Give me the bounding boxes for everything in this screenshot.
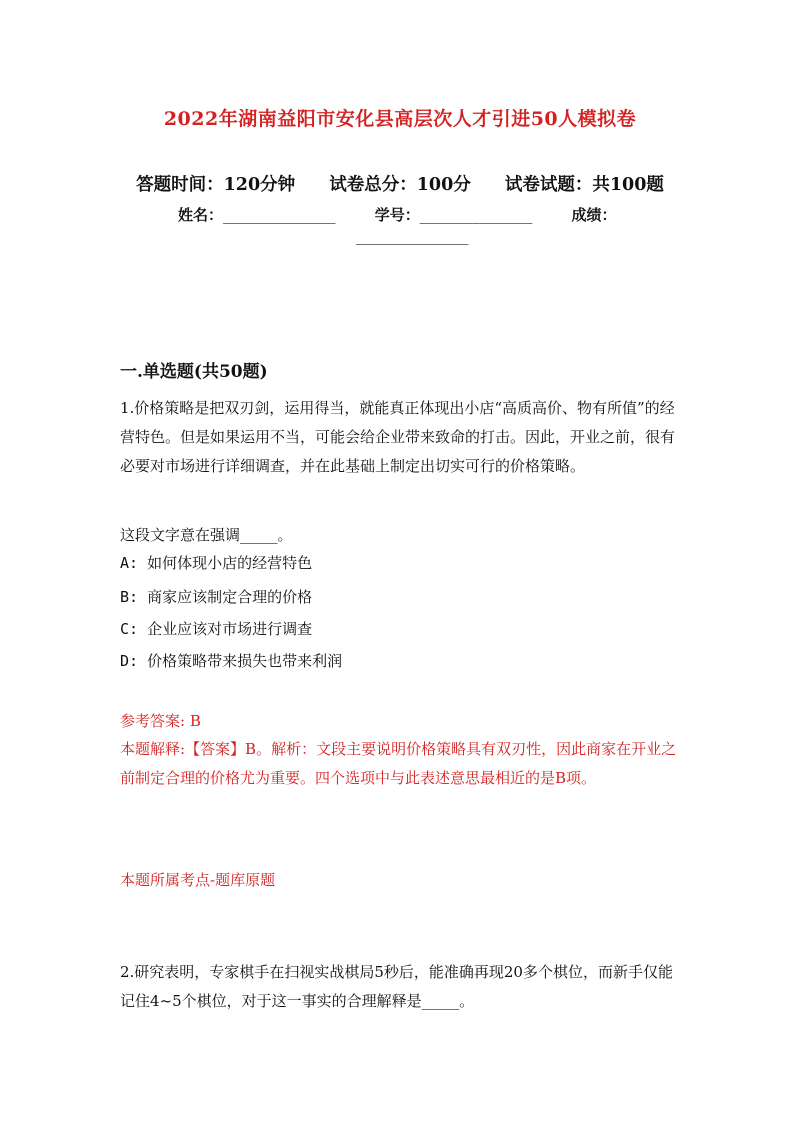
question-topic: 本题所属考点-题库原题 [120, 871, 276, 889]
student-id-field [375, 204, 533, 225]
option-a [120, 552, 312, 573]
question-1-text: 1.价格策略是把双刃剑，运用得当，就能真正体现出小店“高质高价、物有所值”的经营特色。但是如果运用不当，可能会给企业带来致命的打击。因此，开业之前，很有必要对市场进行详细调查，并在此基础上制定出切实可行的价格策略。 [120, 399, 676, 475]
student-id-label: 学号： [374, 206, 420, 224]
option-a-text: 如何体现小店的经营特色 [147, 554, 313, 572]
option-c-key: C: [120, 620, 148, 638]
score-blank: _______________ [356, 227, 469, 245]
student-id-blank: _______________ [419, 206, 533, 224]
exam-time: 答题时间：120分钟 [136, 175, 296, 195]
option-b-key: B: [120, 588, 148, 606]
answer-explanation: 本题解释:【答案】B。解析：文段主要说明价格策略具有双刃性，因此商家在开业之前制定合理的价格尤为重要。四个选项中与此表述意思最相近的是B项。 [120, 740, 677, 787]
score-field [572, 204, 617, 225]
page-title: 2022年湖南益阳市安化县高层次人才引进50人模拟卷 [163, 108, 637, 130]
option-c-text: 企业应该对市场进行调查 [147, 620, 313, 638]
reference-answer: 参考答案: B [120, 712, 201, 730]
name-field [178, 204, 336, 225]
exam-meta [0, 171, 800, 196]
exam-total-score: 试卷总分：100分 [329, 175, 471, 195]
section-heading: 一.单选题(共50题) [120, 362, 268, 382]
exam-question-count: 试卷试题：共100题 [504, 175, 664, 195]
option-b-text: 商家应该制定合理的价格 [147, 588, 313, 606]
option-c [120, 618, 312, 639]
option-d-text: 价格策略带来损失也带来利润 [147, 652, 343, 670]
score-label: 成绩： [571, 206, 617, 224]
question-1-stem: 这段文字意在强调_____。 [120, 526, 293, 544]
name-blank: _______________ [223, 206, 336, 224]
option-d [120, 650, 342, 671]
student-fields [178, 204, 617, 225]
option-b [120, 586, 312, 607]
name-label: 姓名： [178, 206, 224, 224]
option-a-key: A: [120, 554, 148, 572]
question-2-text: 2.研究表明，专家棋手在扫视实战棋局5秒后，能准确再现20多个棋位，而新手仅能记住4~5个棋位，对于这一事实的合理解释是_____。 [120, 963, 673, 1010]
option-d-key: D: [120, 652, 148, 670]
